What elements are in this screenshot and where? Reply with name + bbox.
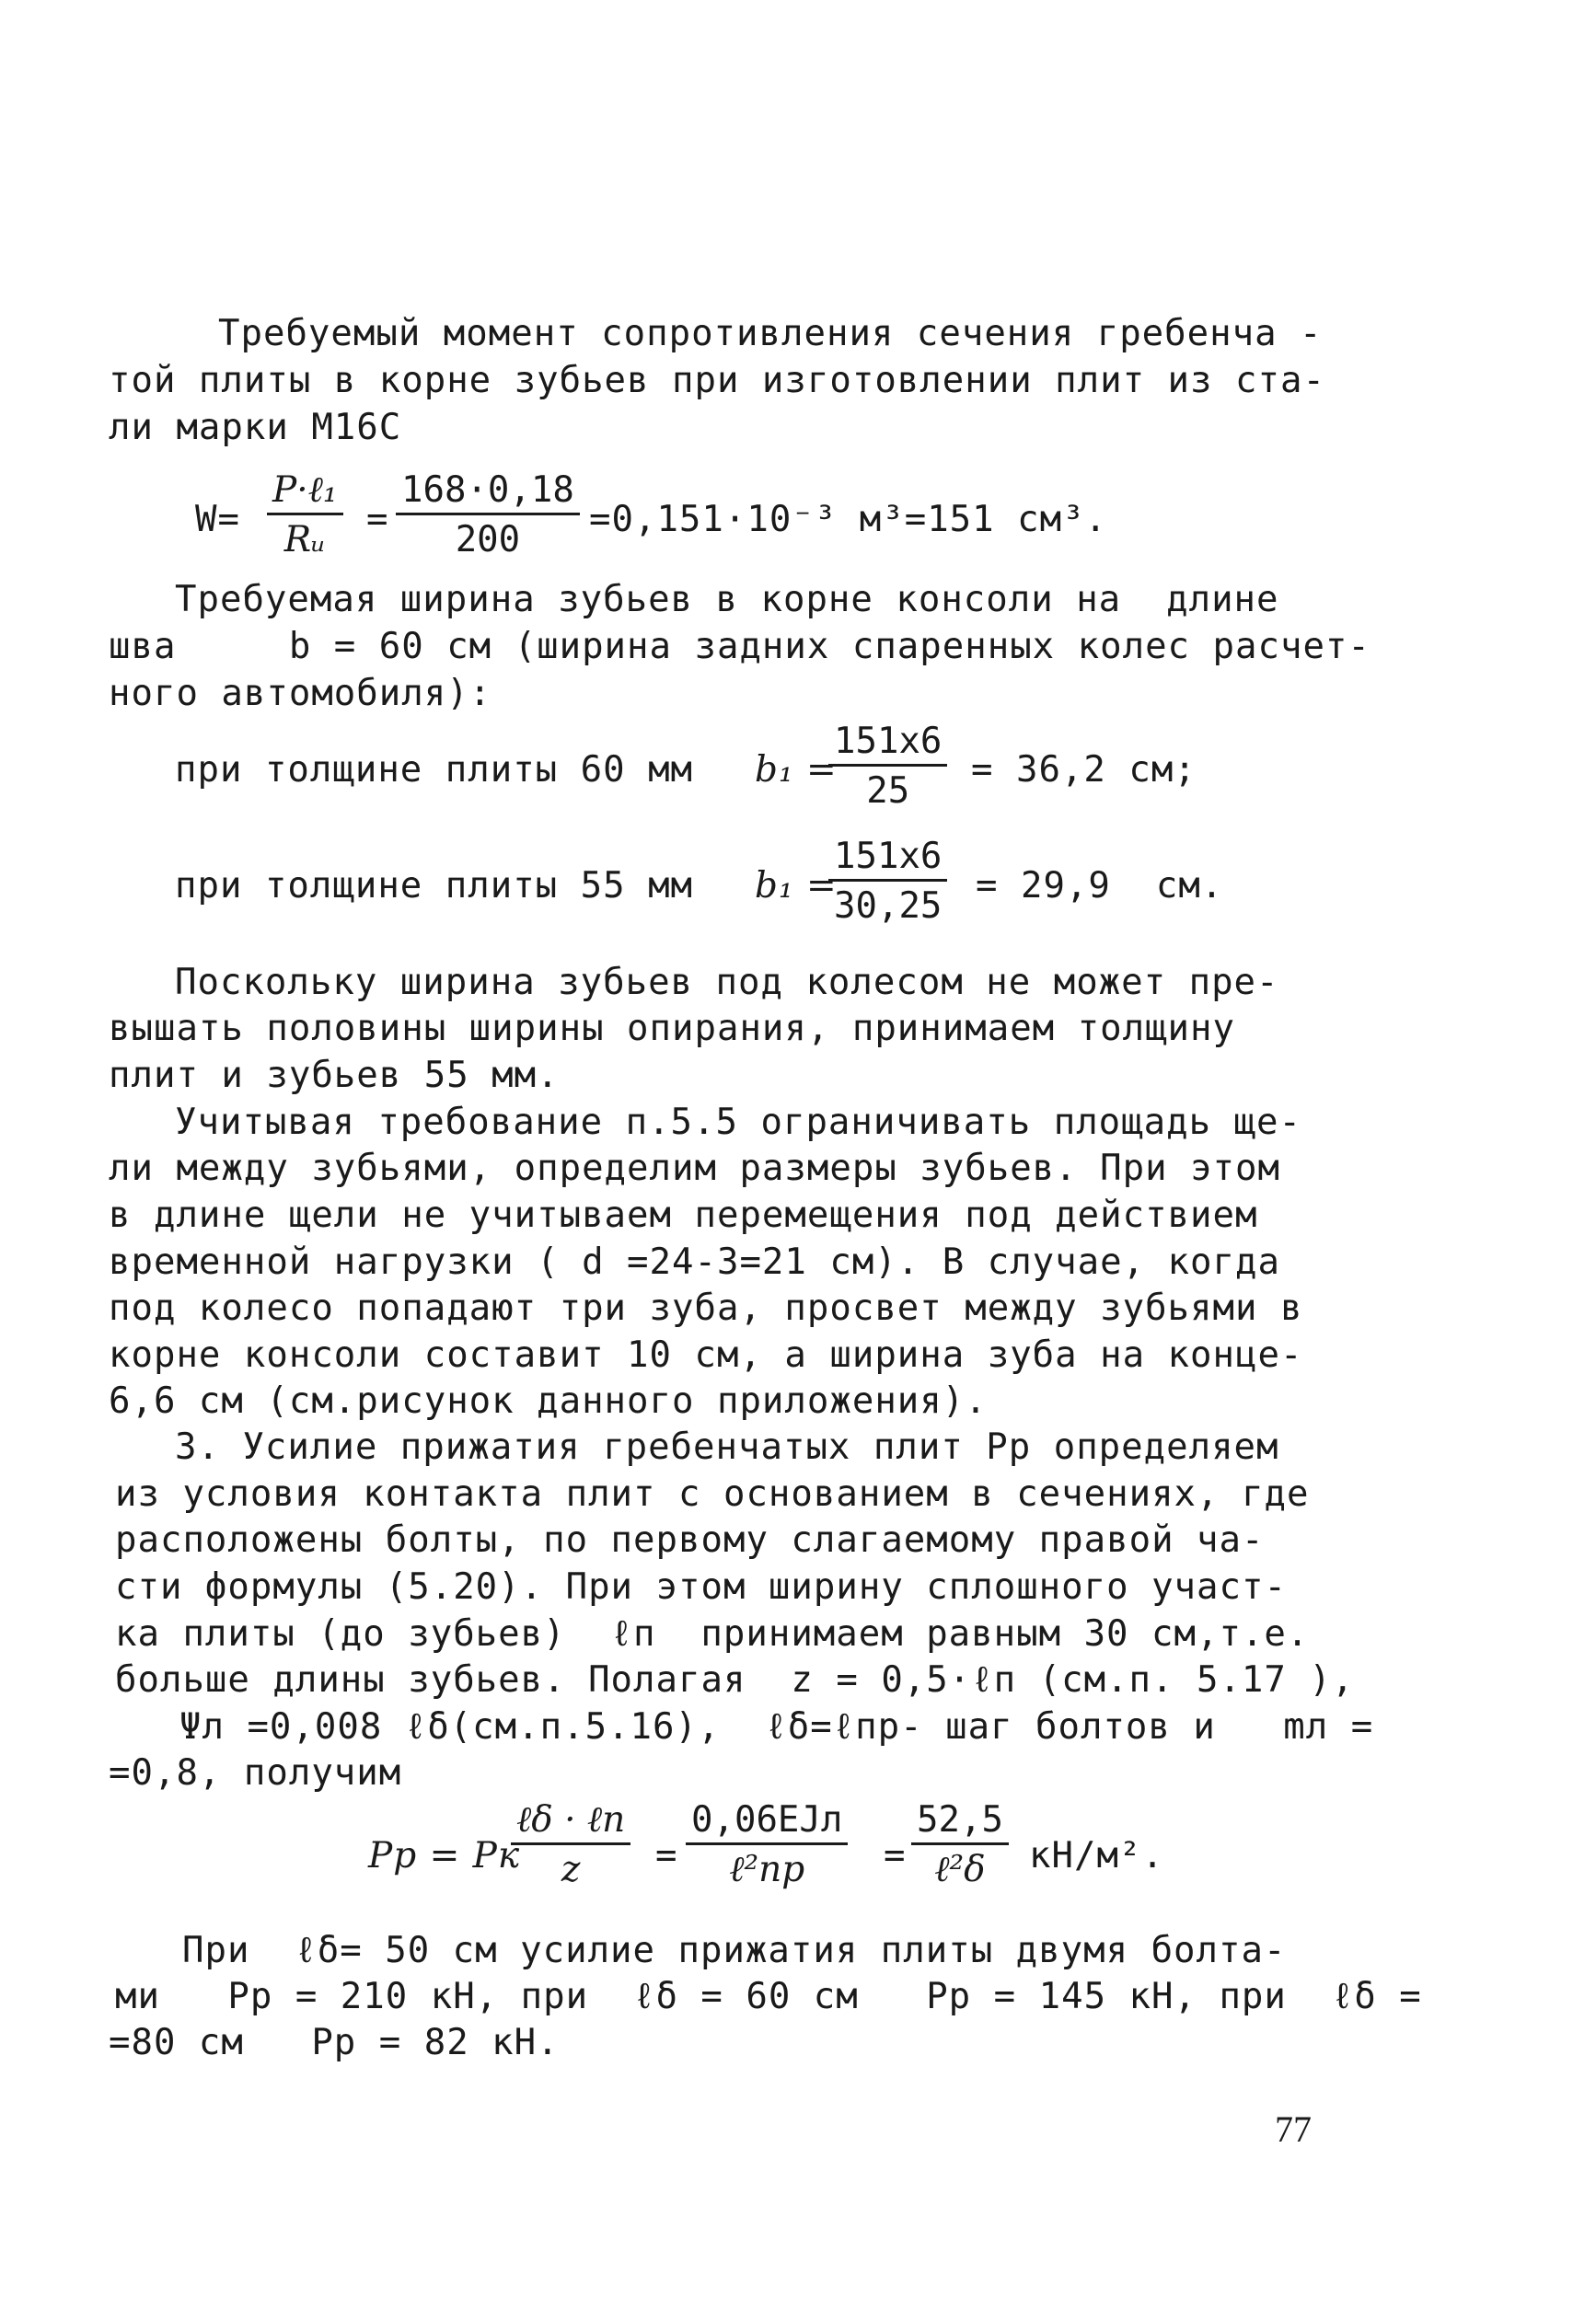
text-line: ка плиты (до зубьев) ℓп принимаем равным 30 см,т.е. bbox=[115, 1613, 1310, 1655]
denominator: z bbox=[561, 1849, 581, 1890]
case-var: b₁ = bbox=[755, 749, 838, 791]
numerator: 0,06EJл bbox=[686, 1799, 848, 1845]
denominator: 25 bbox=[866, 770, 910, 812]
text-line: шва b = 60 см (ширина задних спаренных колес расчет- bbox=[109, 626, 1370, 667]
text-line: под колесо попадают три зуба, просвет между зубьями в bbox=[109, 1288, 1303, 1329]
text-line: При ℓδ= 50 см усилие прижатия плиты двумя болта- bbox=[182, 1930, 1287, 1971]
case-text: при толщине плиты 60 мм bbox=[175, 749, 694, 791]
fraction bbox=[828, 721, 947, 812]
text-line: ли марки М16С bbox=[109, 407, 402, 448]
text-line: временной нагрузки ( d =24-3=21 см). В случае, когда bbox=[109, 1241, 1280, 1283]
text-line: расположены болты, по первому слагаемому правой ча- bbox=[115, 1519, 1265, 1561]
denominator: 200 bbox=[455, 519, 521, 560]
text-line: Учитывая требование п.5.5 ограничивать площадь ще- bbox=[175, 1102, 1301, 1143]
numerator: 151x6 bbox=[828, 836, 947, 882]
text-line: 6,6 см (см.рисунок данного приложения). bbox=[109, 1380, 988, 1422]
case-text: при толщине плиты 55 мм bbox=[175, 865, 694, 906]
denominator: Rᵤ bbox=[283, 519, 326, 560]
text-line: =0,8, получим bbox=[109, 1752, 402, 1794]
text-line: ми Pp = 210 кН, при ℓδ = 60 см Pp = 145 кН, при ℓδ = bbox=[115, 1976, 1422, 2017]
eq-lhs: Pp = Pк bbox=[368, 1835, 521, 1877]
eq-lhs: W= bbox=[195, 499, 240, 540]
text-line: ного автомобиля): bbox=[109, 673, 492, 714]
eq-unit: кН/м². bbox=[1029, 1835, 1164, 1877]
text-line: Требуемый момент сопротивления сечения гребенча - bbox=[218, 313, 1323, 354]
text-line: больше длины зубьев. Полагая z = 0,5·ℓп (см.п. 5.17 ), bbox=[115, 1659, 1355, 1701]
eq-sign: = bbox=[655, 1835, 678, 1877]
numerator: 151x6 bbox=[828, 721, 947, 767]
case-result: = 29,9 см. bbox=[976, 865, 1224, 906]
denominator: ℓ²пр bbox=[729, 1849, 805, 1890]
fraction bbox=[396, 469, 580, 560]
fraction bbox=[911, 1799, 1009, 1890]
text-line: =80 см Pp = 82 кН. bbox=[109, 2022, 560, 2063]
fraction bbox=[267, 469, 343, 560]
text-line: той плиты в корне зубьев при изготовлении плит из ста- bbox=[109, 360, 1325, 401]
text-line: сти формулы (5.20). При этом ширину сплошного участ- bbox=[115, 1566, 1287, 1608]
denominator: 30,25 bbox=[834, 885, 943, 927]
text-line: ли между зубьями, определим размеры зубьев. При этом bbox=[109, 1148, 1280, 1189]
numerator: P·ℓ₁ bbox=[267, 469, 343, 515]
page-number: 77 bbox=[1275, 2108, 1312, 2150]
fraction bbox=[511, 1799, 630, 1890]
text-line: 3. Усилие прижатия гребенчатых плит Pp определяем bbox=[175, 1426, 1279, 1468]
text-line: в длине щели не учитываем перемещения под действием bbox=[109, 1195, 1258, 1236]
denominator: ℓ²δ bbox=[934, 1849, 986, 1890]
case-result: = 36,2 см; bbox=[971, 749, 1197, 791]
text-line: корне консоли составит 10 см, а ширина зуба на конце- bbox=[109, 1334, 1303, 1376]
text-line: из условия контакта плит с основанием в сечениях, где bbox=[115, 1473, 1310, 1515]
numerator: ℓδ · ℓп bbox=[511, 1799, 630, 1845]
eq-sign: = bbox=[366, 499, 389, 540]
eq-rhs: =0,151·10⁻³ м³=151 см³. bbox=[589, 499, 1108, 540]
fraction bbox=[828, 836, 947, 927]
numerator: 52,5 bbox=[911, 1799, 1009, 1845]
text-line: Требуемая ширина зубьев в корне консоли на длине bbox=[175, 579, 1279, 620]
text-line: Поскольку ширина зубьев под колесом не может пре- bbox=[175, 962, 1279, 1003]
text-line: вышать половины ширины опирания, принимаем толщину bbox=[109, 1008, 1235, 1049]
eq-sign: = bbox=[884, 1835, 907, 1877]
fraction bbox=[686, 1799, 848, 1890]
text-line: Ψл =0,008 ℓδ(см.п.5.16), ℓδ=ℓпр- шаг болтов и mл = bbox=[179, 1706, 1374, 1748]
numerator: 168·0,18 bbox=[396, 469, 580, 515]
case-var: b₁ = bbox=[755, 865, 838, 906]
text-line: плит и зубьев 55 мм. bbox=[109, 1055, 560, 1096]
